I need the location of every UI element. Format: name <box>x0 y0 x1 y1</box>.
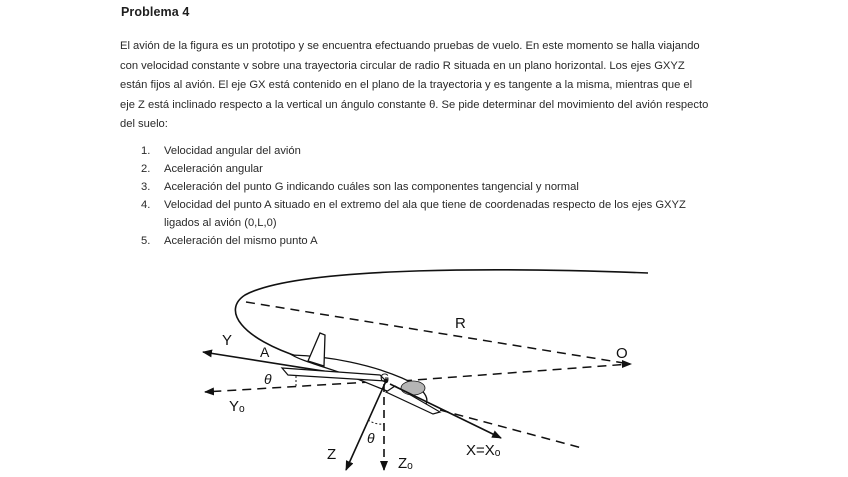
label-r: R <box>455 315 466 332</box>
task-text: Aceleración angular <box>164 163 263 175</box>
airplane-diagram <box>0 260 848 477</box>
label-y: Y <box>222 332 233 349</box>
task-item <box>141 160 711 178</box>
task-list <box>141 142 711 250</box>
task-number: 1. <box>141 145 151 157</box>
label-theta-y: θ <box>264 371 272 387</box>
label-g: G <box>380 371 390 385</box>
task-item <box>141 142 711 160</box>
label-z0: Zₒ <box>398 455 413 472</box>
label-a: A <box>260 344 270 360</box>
z-axis <box>346 381 386 470</box>
task-text: Aceleración del mismo punto A <box>164 235 318 247</box>
problem-statement <box>120 37 710 135</box>
label-y0: Yₒ <box>229 398 245 415</box>
task-number: 4. <box>141 199 151 211</box>
task-text: Aceleración del punto G indicando cuáles son las componentes tangencial y normal <box>164 181 579 193</box>
y0-axis <box>205 381 386 392</box>
label-o: O <box>616 345 628 362</box>
x-axis <box>390 384 501 438</box>
g-to-o-line <box>388 364 630 382</box>
airplane-cockpit <box>401 381 425 395</box>
task-item <box>141 178 711 196</box>
label-x: X=Xₒ <box>466 442 501 459</box>
x-axis-extension <box>440 410 582 448</box>
task-item <box>141 196 711 232</box>
task-number: 5. <box>141 235 151 247</box>
task-number: 2. <box>141 163 151 175</box>
label-z: Z <box>327 446 337 463</box>
airplane-tail-fin <box>308 333 325 366</box>
task-text: Velocidad del punto A situado en el extremo del ala que tiene de coordenadas respecto de los ejes GXYZ ligados al avión (0,L,0) <box>164 199 686 229</box>
task-text: Velocidad angular del avión <box>164 145 301 157</box>
theta-arc <box>368 420 384 424</box>
radius-line <box>246 302 630 364</box>
task-item <box>141 232 711 250</box>
problem-title: Problema 4 <box>121 5 190 19</box>
statement-text: El avión de la figura es un prototipo y se encuentra efectuando pruebas de vuelo. En este momento se halla viajando con velocidad constante v sobre una trayectoria circular de radio R situada en un plano horizontal. Los ejes GXYZ están fijos al avión. El eje GX está contenido en el plano de la trayectoria y es tangente a la misma, mientras que el eje Z está inclinado respecto a la vertical un ángulo constante θ. Se pide determinar del movimiento del avión respecto del suelo: <box>120 40 709 130</box>
label-theta-z: θ <box>367 430 375 446</box>
task-number: 3. <box>141 181 151 193</box>
